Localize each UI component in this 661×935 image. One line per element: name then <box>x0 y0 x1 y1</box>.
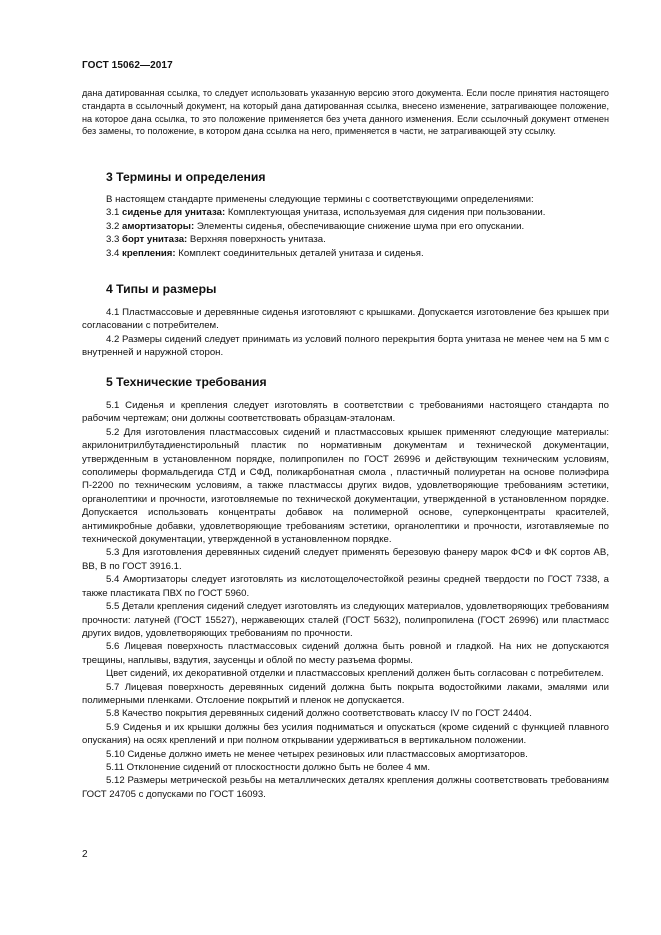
term-name: крепления: <box>122 247 176 259</box>
term-definition: Комплект соединительных деталей унитаза и сиденья. <box>175 247 424 259</box>
paragraph-5-1: 5.1 Сиденья и крепления следует изготовлять в соответствии с требованиями настоящего стандарта по рабочим чертежам; они должны соответствовать образцам-эталонам. <box>82 400 609 425</box>
paragraph-5-3: 5.3 Для изготовления деревянных сидений следует применять березовую фанеру марок ФСФ и ФК сортов АВ, ВВ, В по ГОСТ 3916.1. <box>82 547 609 572</box>
section-4-title: 4 Типы и размеры <box>106 282 217 296</box>
paragraph-5-10: 5.10 Сиденье должно иметь не менее четырех резиновых или пластмассовых амортизаторов. <box>106 748 528 760</box>
term-3-3 <box>82 233 609 246</box>
paragraph-5-11: 5.11 Отклонение сидений от плоскостности должно быть не более 4 мм. <box>106 761 430 773</box>
paragraph-5-9: 5.9 Сиденья и их крышки должны без усилия подниматься и опускаться (кроме сидений с функцией плавного опускания) на осях креплений и при полном открывании удерживаться в вертикальном положении. <box>82 721 609 747</box>
term-definition: Верхняя поверхность унитаза. <box>187 234 326 246</box>
term-3-4 <box>82 247 609 260</box>
paragraph-5-2: 5.2 Для изготовления пластмассовых сидений и пластмассовых крышек применяют следующие материалы: акрилонитрилбутадиенстирольный пластик по нормативным документам и технической документации, утвержденным в установленном порядке, полипропилен по ГОСТ 26996 и действующим техническим условиям, сополимеры формальдегида СТД и СФД, поликарбонатная смола , пластичный полиуретан на основе полиэфира П-2200 по техническим условиям, а также пластмассы других видов, удовлетворяющие требованиям эстетики, органолептики и прочности, изготовляемые по технической документации, утвержденной в установленном порядке. Допускается использовать концентраты добавок на полимерной основе, суперконцентраты красителей, антимикробные добавки, удовлетворяющие требованиям эстетики, органолептики и прочности, изготавляемые по технической документации, утвержденной в установленном порядке. <box>82 426 609 546</box>
term-name: амортизаторы: <box>122 220 195 232</box>
term-definition: Комплектующая унитаза, используемая для сидения при пользовании. <box>225 207 546 219</box>
section-4 <box>82 282 609 360</box>
paragraph-5-6-color: Цвет сидений, их декоративной отделки и пластмассовых креплений должен быть согласован с потребителем. <box>106 668 604 680</box>
section-3 <box>82 170 609 260</box>
term-name: борт унитаза: <box>122 234 188 246</box>
paragraph-4-1: 4.1 Пластмассовые и деревянные сиденья изготовляют с крышками. Допускается изготовление без крышек при согласовании с потребителем. <box>82 307 609 332</box>
section-3-title: 3 Термины и определения <box>106 170 266 184</box>
page-number: 2 <box>82 849 88 860</box>
paragraph-5-12: 5.12 Размеры метрической резьбы на металлических деталях крепления должны соответствовать требованиям ГОСТ 24705 с допусками по ГОСТ 16093. <box>82 775 609 800</box>
term-number: 3.1 <box>106 207 123 219</box>
section-5-title: 5 Технические требования <box>106 375 267 389</box>
document-header: ГОСТ 15062—2017 <box>82 60 173 71</box>
paragraph-5-8: 5.8 Качество покрытия деревянных сидений должно соответствовать классу IV по ГОСТ 24404. <box>106 708 532 720</box>
term-3-2 <box>82 220 609 233</box>
term-name: сиденье для унитаза: <box>122 207 226 219</box>
paragraph-5-5: 5.5 Детали крепления сидений следует изготовлять из следующих материалов, удовлетворяющих требованиям прочности: латуней (ГОСТ 15527), нержавеющих сталей (ГОСТ 5632), полипропилена (ГОСТ 26996) или пластмасс других видов, удовлетворяющих требованиям по прочности. <box>82 601 609 639</box>
section-3-lead: В настоящем стандарте применены следующие термины с соответствующими определениями: <box>106 194 534 205</box>
paragraph-5-6: 5.6 Лицевая поверхность пластмассовых сидений должна быть ровной и гладкой. На них не допускаются трещины, наплывы, вздутия, заусенцы и облой по месту разъема формы. <box>82 641 609 666</box>
paragraph-5-7: 5.7 Лицевая поверхность деревянных сидений должна быть покрыта водостойкими лаками, эмалями или полимерными пленками. Отслоение покрытий и пленок не допускается. <box>82 681 609 706</box>
paragraph-4-2: 4.2 Размеры сидений следует принимать из условий полного перекрытия борта унитаза не менее чем на 5 мм с внутренней и наружной сторон. <box>82 333 609 359</box>
intro-paragraph: дана датированная ссылка, то следует использовать указанную версию этого документа. Если после принятия настоящего стандарта в ссылочный документ, на который дана датированная ссылка, внесено изменение, затрагивающее положение, на которое дана ссылка, то это положение применяется без учета данного изменения. Если ссылочный документ отменен без замены, то положение, в котором дана ссылка на него, применяется в части, не затрагивающей эту ссылку. <box>82 88 609 137</box>
term-number: 3.3 <box>106 234 123 246</box>
intro-section <box>82 87 609 138</box>
term-number: 3.4 <box>106 247 123 259</box>
term-number: 3.2 <box>106 220 123 232</box>
term-3-1 <box>82 206 609 219</box>
section-5 <box>82 375 609 801</box>
paragraph-5-4: 5.4 Амортизаторы следует изготовлять из кислотощелочестойкой резины средней твердости по ГОСТ 7338, а также пластиката ПВХ по ГОСТ 5960. <box>82 574 609 599</box>
term-definition: Элементы сиденья, обеспечивающие снижение шума при его опускании. <box>194 220 525 232</box>
